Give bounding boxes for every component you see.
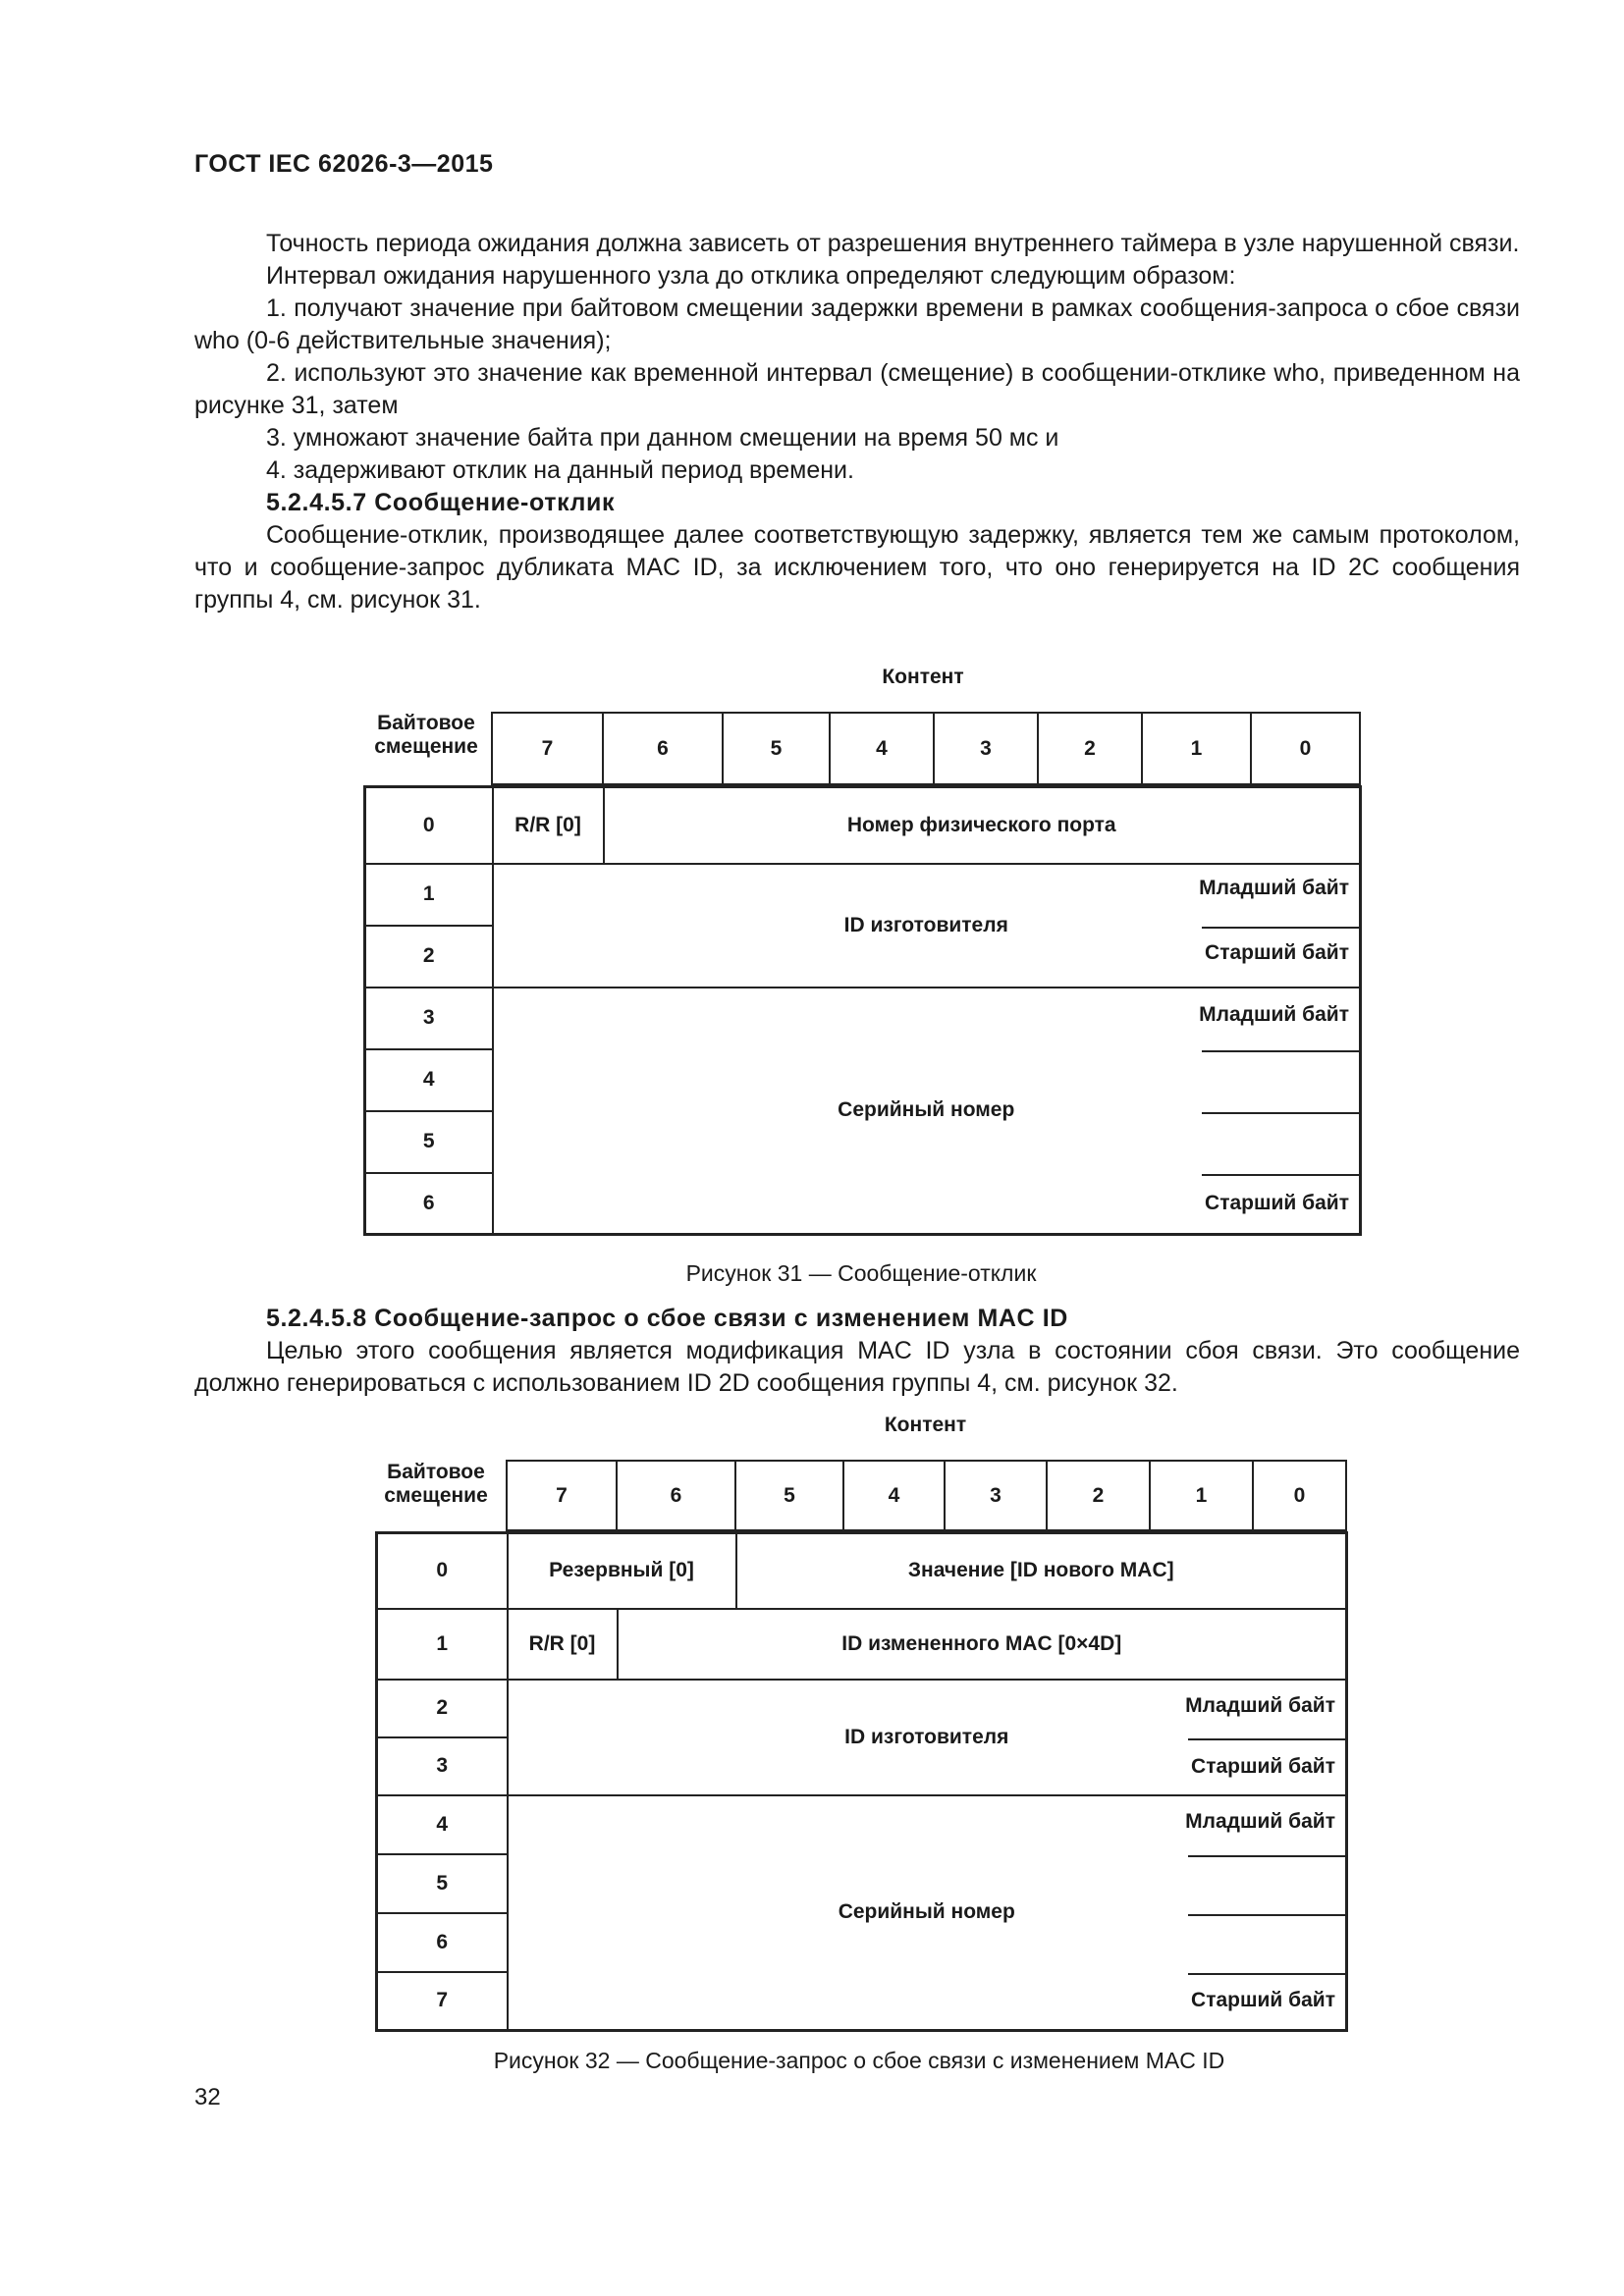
paragraph: Интервал ожидания нарушенного узла до отклика определяют следующим образом: xyxy=(266,262,1236,290)
byte-divider xyxy=(1202,1174,1359,1176)
offset-cell: 2 xyxy=(377,1680,508,1737)
serial-number-label: Серийный номер xyxy=(838,1098,1015,1122)
offset-cell: 1 xyxy=(365,864,493,926)
bit-6: 6 xyxy=(603,713,723,784)
offset-cell: 3 xyxy=(365,988,493,1049)
bit-4: 4 xyxy=(830,713,934,784)
content-label: Контент xyxy=(882,666,964,688)
section-heading: 5.2.4.5.7 Сообщение-отклик xyxy=(266,489,616,516)
serial-number-label: Серийный номер xyxy=(838,1900,1015,1924)
figure-caption: Рисунок 31 — Сообщение-отклик xyxy=(685,1260,1037,1286)
section-heading: 5.2.4.5.8 Сообщение-запрос о сбое связи с изменением MAC ID xyxy=(266,1305,1068,1332)
fig32-body xyxy=(375,1531,1348,2032)
bit-2: 2 xyxy=(1047,1461,1150,1530)
page-number: 32 xyxy=(194,2084,221,2110)
figure-32 xyxy=(0,1374,1624,2081)
offset-cell: 0 xyxy=(377,1533,508,1609)
offset-cell: 6 xyxy=(377,1913,508,1972)
list-item: 2. используют это значение как временной интервал (смещение) в сообщении-отклике who, приведенном на рисунке 31, затем xyxy=(194,359,1520,419)
rr-field: R/R [0] xyxy=(493,787,604,864)
offset-cell: 0 xyxy=(365,787,493,864)
offset-cell: 1 xyxy=(377,1609,508,1680)
bit-1: 1 xyxy=(1142,713,1251,784)
low-byte-label: Младший байт xyxy=(1199,876,1349,899)
bit-header-row xyxy=(491,712,1361,785)
bit-3: 3 xyxy=(934,713,1038,784)
figure-caption: Рисунок 32 — Сообщение-запрос о сбое связи с изменением MAC ID xyxy=(493,2048,1225,2073)
bit-7: 7 xyxy=(492,713,603,784)
physical-port-field: Номер физического порта xyxy=(604,787,1361,864)
bit-2: 2 xyxy=(1038,713,1142,784)
byte-divider xyxy=(1202,1050,1359,1052)
new-mac-value-field: Значение [ID нового MAC] xyxy=(736,1533,1347,1609)
rr-field: R/R [0] xyxy=(508,1609,618,1680)
bit-0: 0 xyxy=(1253,1461,1346,1530)
content-label: Контент xyxy=(884,1414,967,1436)
low-byte-label: Младший байт xyxy=(1185,1809,1336,1833)
byte-divider xyxy=(1202,927,1359,929)
bit-header-row xyxy=(506,1460,1347,1531)
paragraph: Точность периода ожидания должна зависеть от разрешения внутреннего таймера в узле нарушенной связи. xyxy=(266,230,1520,257)
offset-cell: 3 xyxy=(377,1737,508,1795)
offset-cell: 7 xyxy=(377,1972,508,2031)
list-item: 1. получают значение при байтовом смещении задержки времени в рамках сообщения-запроса о сбое связи who (0-6 действительные значения); xyxy=(194,294,1520,354)
list-item: 3. умножают значение байта при данном смещении на время 50 мс и xyxy=(266,424,1059,452)
byte-offset-label: Байтовое смещение xyxy=(384,1461,488,1507)
changed-mac-id-field: ID измененного MAC [0×4D] xyxy=(618,1609,1347,1680)
offset-cell: 5 xyxy=(365,1111,493,1173)
bit-5: 5 xyxy=(735,1461,843,1530)
vendor-id-label: ID изготовителя xyxy=(843,913,1008,936)
offset-cell: 5 xyxy=(377,1854,508,1913)
byte-divider xyxy=(1202,1112,1359,1114)
byte-divider xyxy=(1188,1914,1345,1916)
bit-7: 7 xyxy=(507,1461,617,1530)
byte-divider xyxy=(1188,1973,1345,1975)
high-byte-label: Старший байт xyxy=(1191,1754,1336,1778)
low-byte-label: Младший байт xyxy=(1185,1693,1336,1717)
bit-6: 6 xyxy=(617,1461,735,1530)
fig31-body xyxy=(363,785,1362,1236)
vendor-id-label: ID изготовителя xyxy=(844,1725,1009,1748)
paragraph: Целью этого сообщения является модификация MAC ID узла в состоянии сбоя связи. Это сообщение должно генерироваться с использованием ID 2D сообщения группы 4, см. рисунок 32. xyxy=(194,1337,1520,1397)
high-byte-label: Старший байт xyxy=(1191,1988,1336,2011)
bit-4: 4 xyxy=(843,1461,945,1530)
byte-offset-label: Байтовое смещение xyxy=(374,712,478,758)
byte-divider xyxy=(1188,1855,1345,1857)
bit-1: 1 xyxy=(1150,1461,1253,1530)
offset-cell: 4 xyxy=(365,1049,493,1111)
offset-cell: 4 xyxy=(377,1795,508,1854)
list-item: 4. задерживают отклик на данный период времени. xyxy=(266,456,854,484)
offset-cell: 6 xyxy=(365,1173,493,1235)
high-byte-label: Старший байт xyxy=(1205,1191,1349,1214)
bit-0: 0 xyxy=(1251,713,1360,784)
vendor-id-field xyxy=(508,1680,1347,1795)
paragraph: Сообщение-отклик, производящее далее соответствующую задержку, является тем же самым протоколом, что и сообщение-запрос дубликата MAC ID, за исключением того, что оно генерируется на ID 2С сообщения группы 4, см. рисунок 31. xyxy=(194,521,1520,614)
byte-divider xyxy=(1188,1738,1345,1740)
reserved-field: Резервный [0] xyxy=(508,1533,736,1609)
vendor-id-field xyxy=(493,864,1361,988)
serial-number-field xyxy=(508,1795,1347,2031)
offset-cell: 2 xyxy=(365,926,493,988)
serial-number-field xyxy=(493,988,1361,1235)
low-byte-label: Младший байт xyxy=(1199,1002,1349,1026)
high-byte-label: Старший байт xyxy=(1205,940,1349,964)
bit-3: 3 xyxy=(945,1461,1047,1530)
document-header: ГОСТ IEC 62026-3—2015 xyxy=(194,150,494,178)
bit-5: 5 xyxy=(723,713,830,784)
